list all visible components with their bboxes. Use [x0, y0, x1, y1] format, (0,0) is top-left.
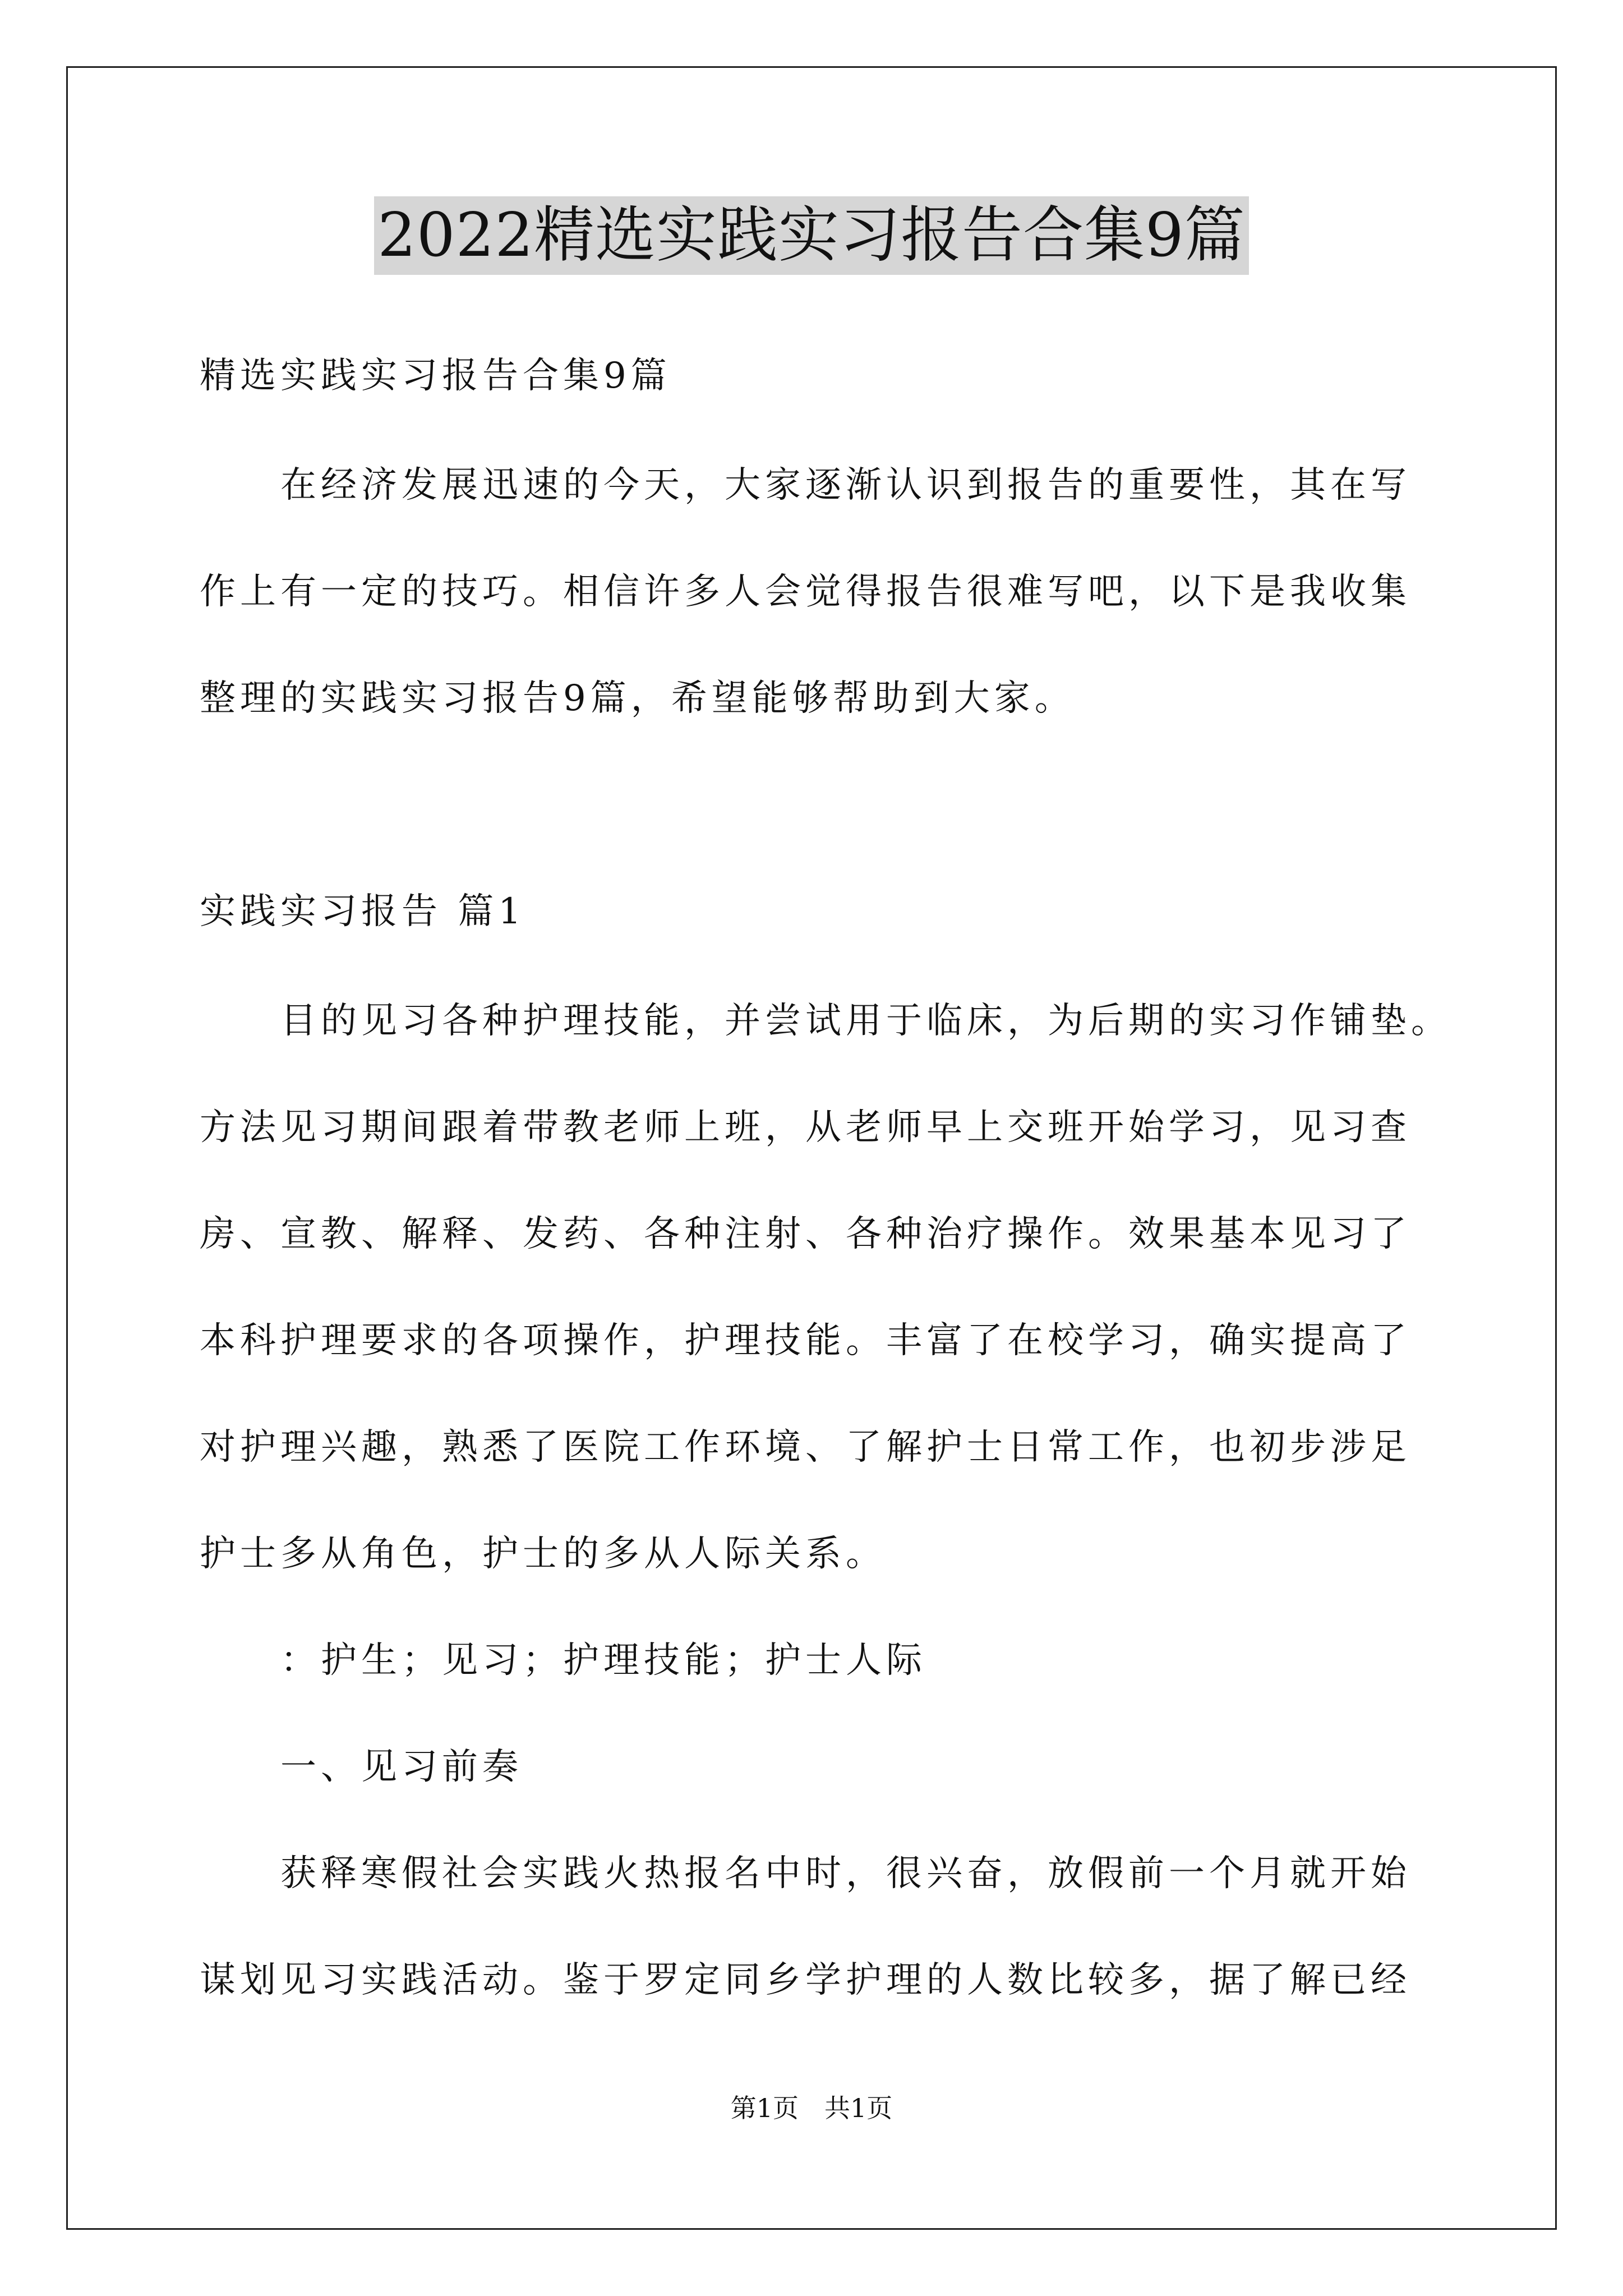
body-line-5: 对护理兴趣，熟悉了医院工作环境、了解护士日常工作，也初步涉足	[200, 1427, 1411, 1468]
keywords-line: ：护生；见习；护理技能；护士人际	[280, 1640, 926, 1681]
para2-line-2: 谋划见习实践活动。鉴于罗定同乡学护理的人数比较多，据了解已经	[200, 1959, 1411, 2001]
subheading: 一、见习前奏	[280, 1746, 523, 1788]
body-line-3: 房、宣教、解释、发药、各种注射、各种治疗操作。效果基本见习了	[200, 1213, 1411, 1255]
intro-line-2: 作上有一定的技巧。相信许多人会觉得报告很难写吧，以下是我收集	[200, 571, 1411, 613]
body-line-6: 护士多从角色，护士的多从人际关系。	[200, 1533, 886, 1575]
para2-line-1: 获释寒假社会实践火热报名中时，很兴奋，放假前一个月就开始	[280, 1853, 1411, 1894]
intro-line-3: 整理的实践实习报告9篇，希望能够帮助到大家。	[200, 678, 1075, 719]
page-footer: 第1页 共1页	[730, 2093, 893, 2123]
body-line-1: 目的见习各种护理技能，并尝试用于临床，为后期的实习作铺垫。	[280, 1000, 1451, 1042]
title-container	[0, 196, 1623, 275]
body-line-2: 方法见习期间跟着带教老师上班，从老师早上交班开始学习，见习查	[200, 1107, 1411, 1148]
document-title: 2022精选实践实习报告合集9篇	[374, 196, 1249, 275]
section-heading: 实践实习报告 篇1	[200, 891, 526, 932]
intro-line-1: 在经济发展迅速的今天，大家逐渐认识到报告的重要性，其在写	[280, 464, 1411, 506]
document-subtitle: 精选实践实习报告合集9篇	[200, 355, 671, 397]
body-line-4: 本科护理要求的各项操作，护理技能。丰富了在校学习，确实提高了	[200, 1320, 1411, 1361]
